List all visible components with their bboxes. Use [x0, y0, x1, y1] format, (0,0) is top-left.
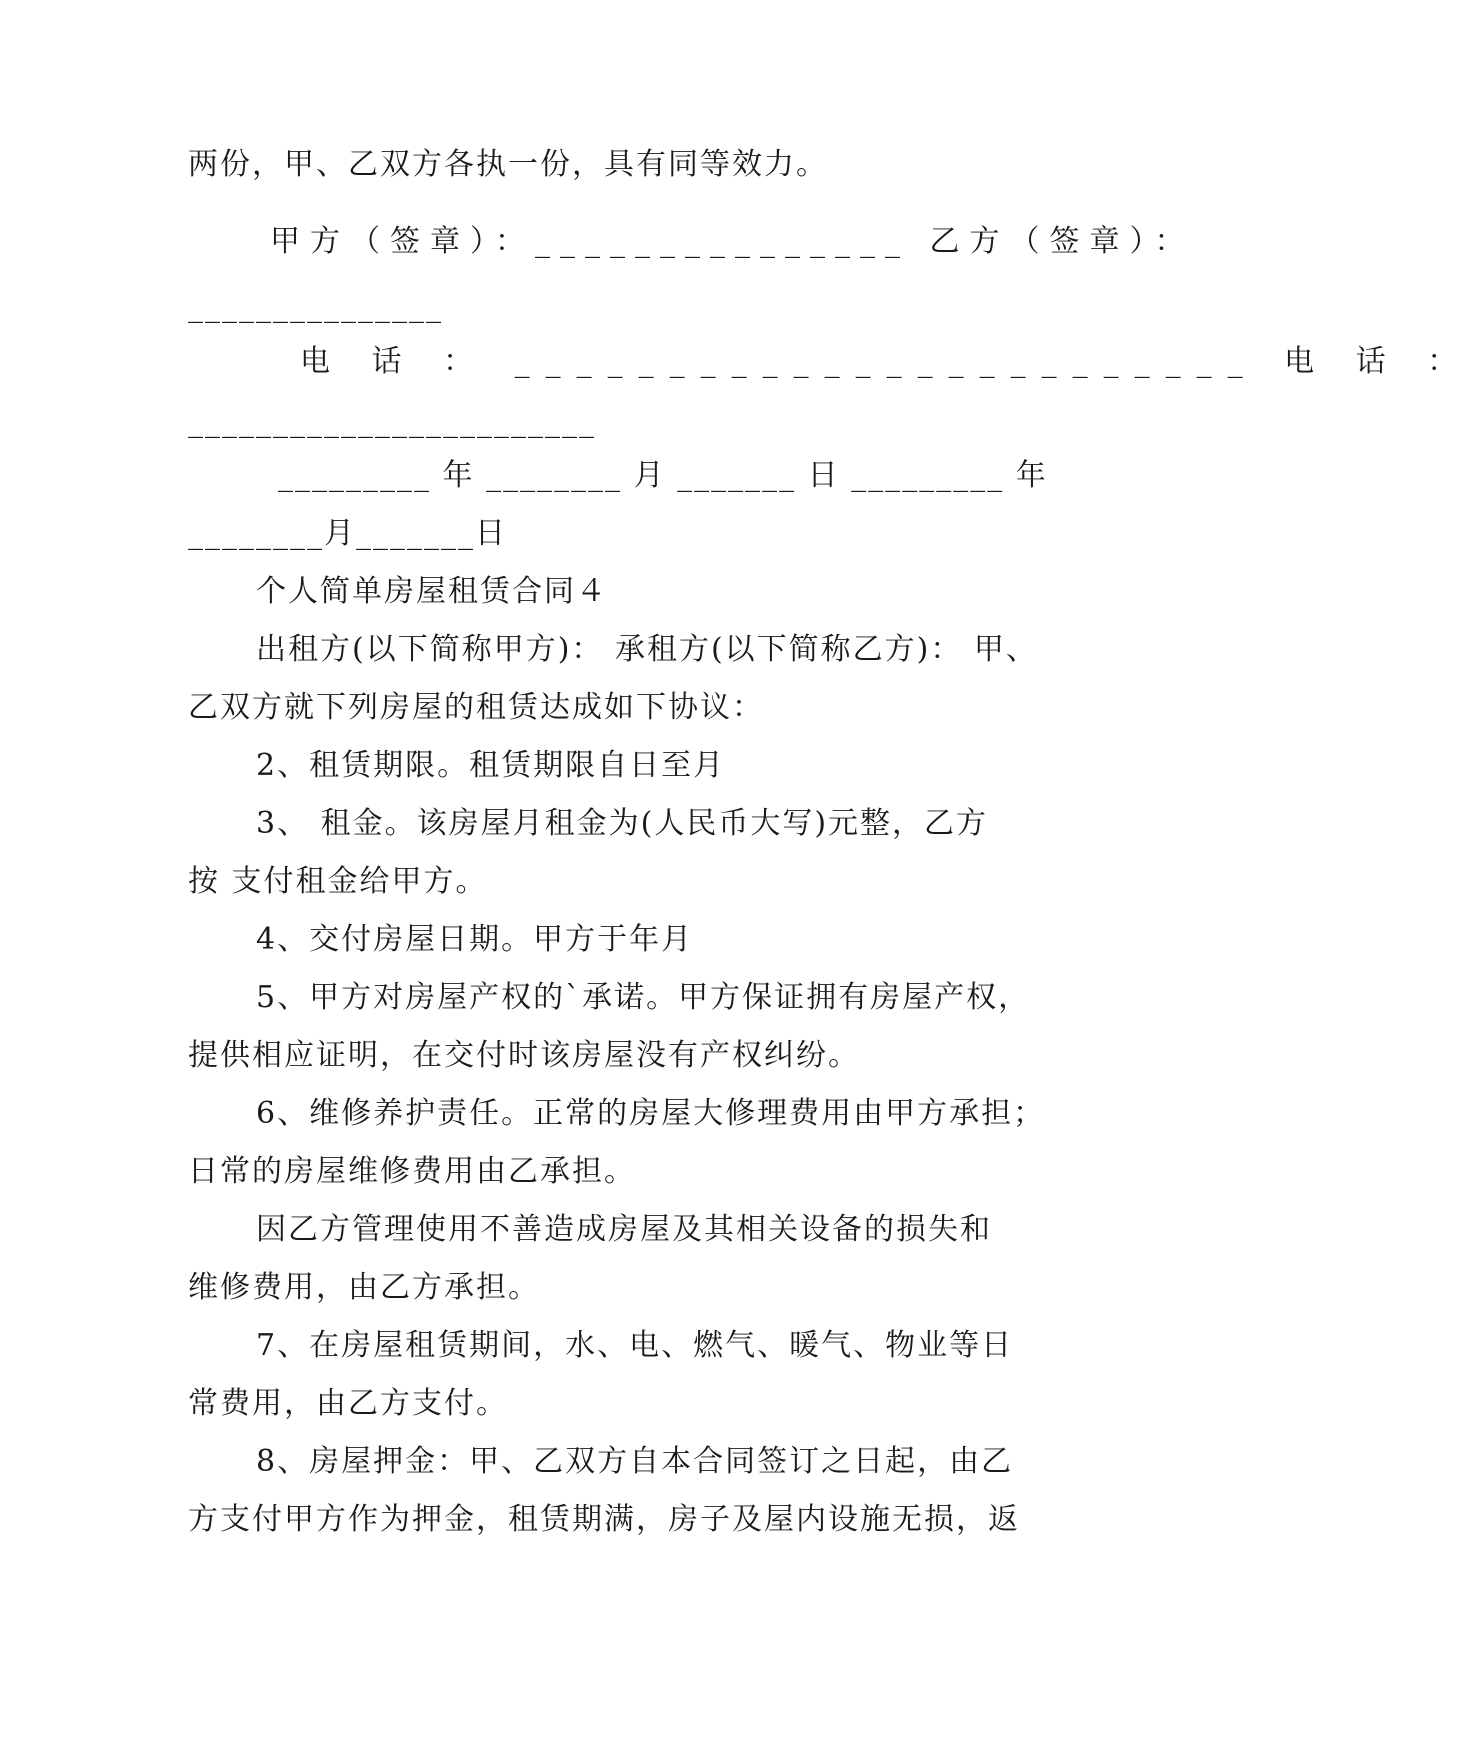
text-line-parties: 出租方(以下简称甲方)： 承租方(以下简称乙方)： 甲、 [256, 632, 1038, 667]
clause-6-paragraph-2-continued: 维修费用，由乙方承担。 [188, 1270, 540, 1305]
clause-5-continued: 提供相应证明，在交付时该房屋没有产权纠纷。 [188, 1038, 860, 1073]
signature-line-party-a: 甲方（签章）：_______________ 乙方（签章）： [270, 224, 1195, 259]
clause-2: 2、租赁期限。租赁期限自日至月 [256, 748, 726, 783]
clause-7: 7、在房屋租赁期间，水、电、燃气、暖气、物业等日 [256, 1328, 1014, 1363]
signature-blank-party-b: _______________ [188, 289, 443, 324]
clause-6-continued: 日常的房屋维修费用由乙承担。 [188, 1154, 636, 1189]
section-title: 个人简单房屋租赁合同４ [256, 574, 608, 609]
clause-5: 5、甲方对房屋产权的`承诺。甲方保证拥有房屋产权， [256, 980, 1031, 1015]
text-line-1: 两份，甲、乙双方各执一份，具有同等效力。 [188, 147, 828, 182]
clause-8: 8、房屋押金：甲、乙双方自本合同签订之日起，由乙 [256, 1444, 1014, 1479]
clause-6: 6、维修养护责任。正常的房屋大修理费用由甲方承担； [256, 1096, 1046, 1131]
date-line-continued: ________月_______日 [188, 516, 507, 551]
clause-8-continued: 方支付甲方作为押金，租赁期满，房子及屋内设施无损，返 [188, 1502, 1020, 1537]
date-line: _________ 年 ________ 月 _______ 日 _________ 年 [278, 458, 1048, 493]
phone-blank-party-b: ________________________ [188, 404, 596, 439]
clause-3: 3、 租金。该房屋月租金为(人民币大写)元整，乙方 [256, 806, 989, 841]
text-line-agreement: 乙双方就下列房屋的租赁达成如下协议： [188, 690, 764, 725]
clause-6-paragraph-2: 因乙方管理使用不善造成房屋及其相关设备的损失和 [256, 1212, 992, 1247]
clause-4: 4、交付房屋日期。甲方于年月 [256, 922, 694, 957]
clause-3-continued: 按 支付租金给甲方。 [188, 864, 488, 899]
clause-7-continued: 常费用，由乙方支付。 [188, 1386, 508, 1421]
phone-line: 电 话 ： ________________________ 电 话 ： [300, 344, 1473, 379]
